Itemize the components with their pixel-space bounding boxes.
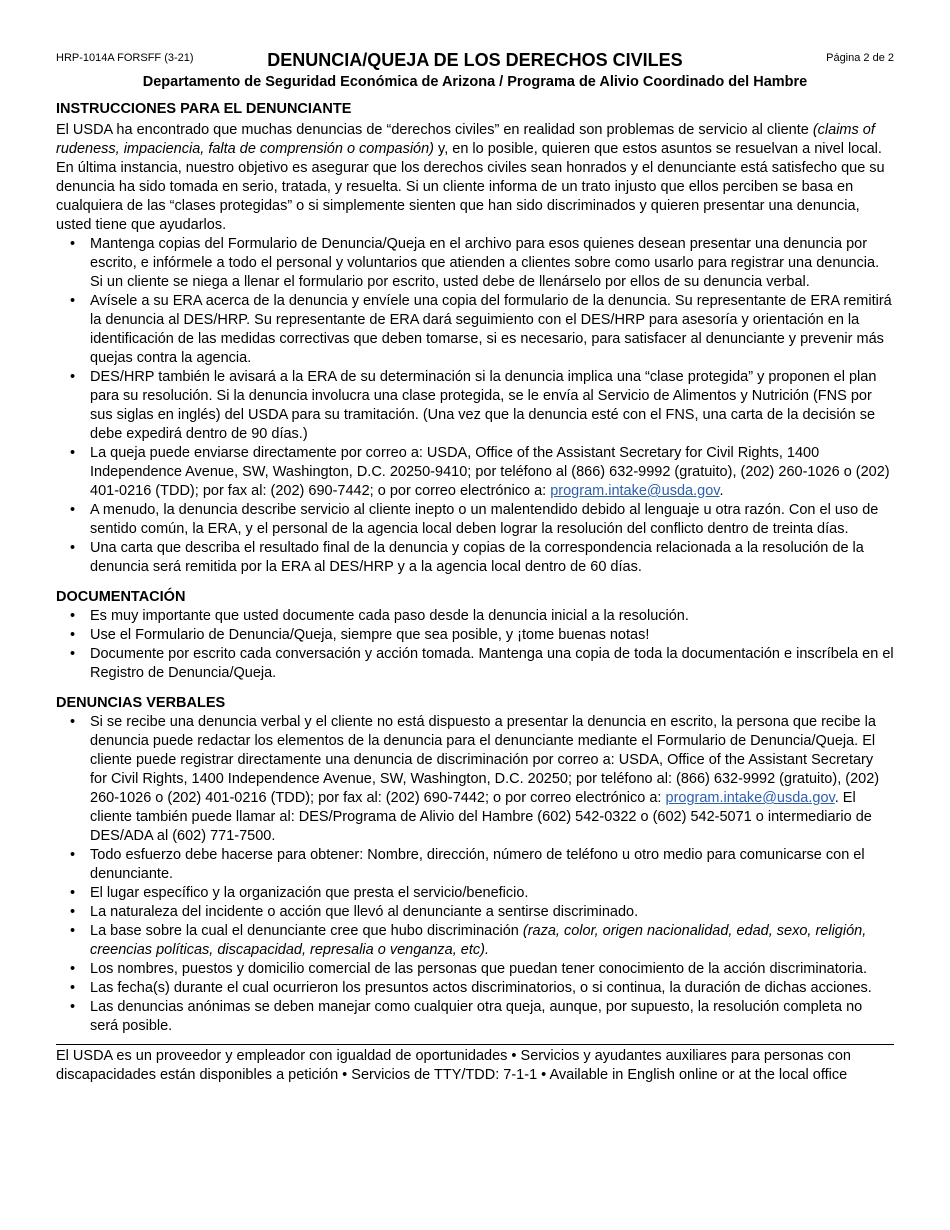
list-item-text: . El cliente también puede llamar al: DES/Programa de Alivio del Hambre (602) 542-0322 o (602) 542-5071 o intermediario de DES/ADA al (602) 771-7500. — [90, 790, 872, 844]
verbal-list — [56, 713, 894, 1036]
intro-italic: (claims of rudeness, impaciencia, falta de comprensión o compasión) — [56, 122, 875, 157]
list-item: • Las denuncias anónimas se deben manejar como cualquier otra queja, aunque, por supuesto, la resolución completa no será posible. — [56, 998, 894, 1036]
document-page — [56, 0, 894, 1085]
list-item-text: Si se recibe una denuncia verbal y el cliente no está dispuesto a presentar la denuncia en escrito, la persona que recibe la denuncia puede redactar los elementos de la denuncia para el denunciante mediante el Formulario de Denuncia/Queja. El cliente puede registrar directamente una denuncia de discriminación por correo a: USDA, Office of the Assistant Secretary for Civil Rights, 1400 Independence Avenue, SW, Washington, D.C. 20250; por teléfono al: (866) 632-9992 (gratuito), (202) 260-1026 o (202) 401-0216 (TDD); por fax al: (202) 690-7442; o por correo electrónico a: — [90, 714, 880, 806]
list-item-text: La queja puede enviarse directamente por correo a: USDA, Office of the Assistant Secretary for Civil Rights, 1400 Independence Avenue, SW, Washington, D.C. 20250-9410; por teléfono al (866) 632-9992 (gratuito), (202) 260-1026 o (202) 401-0216 (TDD); por fax al: (202) 690-7442; o por correo electrónico a: — [90, 445, 890, 499]
list-item: • Todo esfuerzo debe hacerse para obtener: Nombre, dirección, número de teléfono u otro medio para comunicarse con el denunciante. — [56, 846, 894, 884]
list-item: • Mantenga copias del Formulario de Denuncia/Queja en el archivo para esos quienes desean presentar una denuncia por escrito, e infórmele a todo el personal y voluntarios que atienden a clientes sobre como usarlo para registrar una denuncia. Si un cliente se niega a llenar el formulario por escrito, usted debe de llenárselo por ellos de su denuncia verbal. — [56, 235, 894, 292]
list-item-text: . — [719, 483, 724, 499]
list-item-text: La base sobre la cual el denunciante cree que hubo discriminación — [90, 923, 523, 939]
form-id: HRP-1014A FORSFF (3-21) — [56, 52, 194, 64]
documentation-heading: DOCUMENTACIÓN — [56, 589, 186, 605]
list-item-italic: (raza, color, origen nacionalidad, edad, sexo, religión, creencias políticas, discapacidad, represalia o venganza, etc). — [90, 923, 867, 958]
instructions-list — [56, 235, 894, 577]
list-item: • El lugar específico y la organización que presta el servicio/beneficio. — [56, 884, 894, 903]
page-title: DENUNCIA/QUEJA DE LOS DERECHOS CIVILES — [267, 50, 683, 70]
list-item: • Avísele a su ERA acerca de la denuncia y envíele una copia del formulario de la denuncia. Su representante de ERA remitirá la denuncia al DES/HRP. Su representante de ERA dará seguimiento con el DES/HRP para asesoría y orientación en la identificación de las medidas correctivas que deben tomarse, si es necesario, para satisfacer al denunciante y prevenir más quejas contra la agencia. — [56, 292, 894, 368]
documentation-list — [56, 607, 894, 683]
instructions-heading: INSTRUCCIONES PARA EL DENUNCIANTE — [56, 101, 352, 117]
list-item: • La naturaleza del incidente o acción que llevó al denunciante a sentirse discriminado. — [56, 903, 894, 922]
list-item — [56, 713, 894, 846]
verbal-section — [56, 694, 894, 1036]
list-item: • Use el Formulario de Denuncia/Queja, siempre que sea posible, y ¡tome buenas notas! — [56, 626, 894, 645]
intro-text-b: y, en lo posible, quieren que estos asuntos se resuelvan a nivel local. En última instancia, nuestro objetivo es asegurar que los derechos civiles sean honrados y el denunciante está satisfecho que su denuncia ha sido tomada en serio, tratada, y resuelta. Si un cliente informa de un trato injusto que ellos perciben se basa en cualquiera de las “clases protegidas” o si simplemente sienten que han sido discriminados y quieren presentar una denuncia, usted tiene que ayudarlos. — [56, 141, 885, 233]
page-subtitle: Departamento de Seguridad Económica de Arizona / Programa de Alivio Coordinado del Hambre — [142, 74, 808, 90]
page-footer — [56, 1044, 894, 1085]
email-link[interactable]: program.intake@usda.gov — [550, 483, 720, 499]
list-item — [56, 444, 894, 501]
email-link[interactable]: program.intake@usda.gov — [665, 790, 835, 806]
page-header — [56, 0, 894, 100]
list-item: • A menudo, la denuncia describe servicio al cliente inepto o un malentendido debido al lenguaje u otra razón. Con el uso de sentido común, la ERA, y el personal de la agencia local deben lograr la resolución del conflicto dentro de treinta días. — [56, 501, 894, 539]
list-item: • Los nombres, puestos y domicilio comercial de las personas que puedan tener conocimiento de la acción discriminatoria. — [56, 960, 894, 979]
page-number: Página 2 de 2 — [826, 52, 894, 64]
list-item: • Documente por escrito cada conversación y acción tomada. Mantenga una copia de toda la documentación e inscríbela en el Registro de Denuncia/Queja. — [56, 645, 894, 683]
intro-text-a: El USDA ha encontrado que muchas denuncias de “derechos civiles” en realidad son problemas de servicio al cliente — [56, 122, 813, 138]
instructions-intro — [56, 121, 894, 235]
list-item: • Es muy importante que usted documente cada paso desde la denuncia inicial a la resolución. — [56, 607, 894, 626]
instructions-section — [56, 100, 894, 577]
list-item: • Las fecha(s) durante el cual ocurrieron los presuntos actos discriminatorios, o si continua, la duración de dichas acciones. — [56, 979, 894, 998]
list-item: • Una carta que describa el resultado final de la denuncia y copias de la correspondencia relacionada a la resolución de la denuncia será remitida por la ERA al DES/HRP y a la agencia local dentro de 60 días. — [56, 539, 894, 577]
list-item — [56, 922, 894, 960]
list-item: • DES/HRP también le avisará a la ERA de su determinación si la denuncia implica una “clase protegida” y proponen el plan para su resolución. Si la denuncia involucra una clase protegida, se le envía al Servicio de Alimentos y Nutrición (FNS por sus siglas en inglés) del USDA para su tramitación. (Una vez que la denuncia esté con el FNS, una carta de la decisión se debe expedirá dentro de 90 días.) — [56, 368, 894, 444]
footer-text: El USDA es un proveedor y empleador con igualdad de oportunidades • Servicios y ayudantes auxiliares para personas con discapacidades están disponibles a petición • Servicios de TTY/TDD: 7-1-1 • Available in English online or at the local office — [56, 1048, 851, 1083]
documentation-section — [56, 588, 894, 683]
verbal-heading: DENUNCIAS VERBALES — [56, 695, 226, 711]
